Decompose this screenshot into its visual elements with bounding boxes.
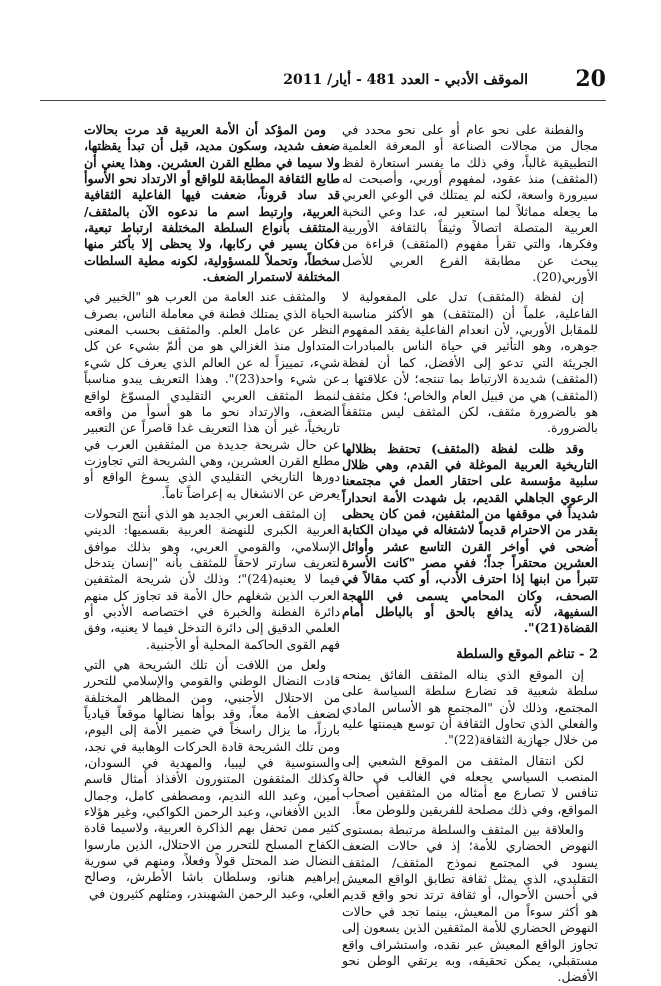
- bold-paragraph: ومن المؤكد أن الأمة العربية قد مرت بحالات ضعف شديد، وسكون مديد، قبل أن تبدأ يقظتها، ولا سيما في مطلع القرن العشرين. وهذا يعني أن طابع الثقافة المطابقة للواقع أو الارتداد نحو الأسوأ قد ساد قروناً، ضعفت فيها الفاعلية الثقافية العربية، وارتبط اسم ما ندعوه الآن بالمثقف/ المتثقف بأنواع السلطة المختلفة ارتباط تبعية، فكان يسير في ركابها، ولا يحظى إلا بأكثر منها سخطاً، وتحملاً للمسؤولية، لكونه مطية السلطات المختلفة لاستمرار الضعف.: [84, 122, 340, 285]
- paragraph: إن الموقع الذي يناله المثقف الفائق يمنحه سلطة شعبية قد تضارع سلطة السياسة على المجتمع، وذلك لأن "المجتمع هو الأساس المادي والفعلي الذي تحاول الثقافة أن توسع هيمنتها عليه من خلال جهازية الثقافة(22)".: [342, 667, 598, 748]
- paragraph: لكن انتقال المثقف من الموقع الشعبي إلى المنصب السياسي يجعله في الغالب في حالة تنافس لا تصارع مع أمثاله من المثقفين أصحاب المواقع، وفي ذلك مصلحة للفريقين وللوطن معاً.: [342, 752, 598, 817]
- page-header: [40, 64, 606, 96]
- section-heading: 2 - تناغم الموقع والسلطة: [456, 646, 598, 662]
- paragraph: إن المثقف العربي الجديد هو الذي أنتج التحولات العربية الكبرى للنهضة العربية بقسميها: الديني الإسلامي، والقومي العربي، وهو بذلك موافق لتعريف سارتر لاحقاً للمثقف بأنه "إنسان يتدخل فيما لا يعنيه(24)"؛ وذلك لأن شريحة المثقفين العرب الذين شغلهم حال الأمة قد تجاوز كل منهم دائرة الفطنة والخبرة في اختصاصه الأدبي أو العلمي الدقيق إلى دائرة التدخل فيما لا يعنيه، وفق فهم القوى الحاكمة المحلية أو الأجنبية.: [84, 505, 340, 652]
- paragraph: إن لفظة (المثقف) تدل على المفعولية لا الفاعلية، علماً أن (المتثقف) هو الأكثر مناسبة للمقابل الأوربي، لأن انعدام الفاعلية يفقد المفهوم جوهره، وهو التأثير في حياة الناس بالمبادرات الجريئة التي تدعو إلى الأفضل، كما أن لفظة (المثقف) شديدة الارتباط بما تنتجه؛ لأن علاقتها بـ (المثقف) هي من قبيل العام والخاص؛ فكل مثقف هو بالضرورة مثقف، لكن المثقف ليس متثقفاً بالضرورة.: [342, 289, 598, 436]
- page-number: 20: [575, 66, 606, 92]
- right-column: [342, 122, 598, 985]
- paragraph: والعلاقة بين المثقف والسلطة مرتبطة بمستوى النهوض الحضاري للأمة؛ إذ في حالات الضعف يسود في المجتمع نموذج المثقف/ المثقف التقليدي، الذي يمثل ثقافة تطابق الواقع المعيش في أحسن الأحوال، أو ثقافة ترتد نحو واقع قديم هو أكثر سوءاً من المعيش، بينما تجد في حالات النهوض الحضاري للأمة المثقفين الذين يسعون إلى تجاوز الواقع المعيش عبر نقده، واستشراف واقع مستقبلي، يمكن تحقيقه، وبه يرتقي الوطن نحو الأفضل.: [342, 822, 598, 985]
- paragraph: والمثقف عند العامة من العرب هو "الخبير في الحياة الذي يمتلك فطنة في معاملة الناس، بصرف النظر عن عامل العلم. والمثقف بحسب المعنى المتداول منذ الغزالي هو من ألمّ بشيء عن كل شيء، تمييزاً له عن العالم الذي يعرف كل شيء عن شيء واحد(23)". وهذا التعريف يبدو مناسباً لنمط المثقف العربي التقليدي المسوّغ لواقع الضعف، والارتداد نحو ما هو أسوأ من واقعه تاريخياً، غير أن هذا التعريف غدا قاصراً عن التعبير عن حال شريحة جديدة من المثقفين العرب في مطلع القرن العشرين، وهي الشريحة التي تجاوزت دورها التاريخي التقليدي الذي يسوغ الواقع أو يعرض عن الانشغال به إعراضاً تاماً.: [84, 289, 340, 501]
- bold-paragraph: وقد ظلت لفظة (المثقف) تحتفظ بظلالها التاريخية العربية الموغلة في القدم، وهي ظلال سلبية مؤسسة على احتقار العمل في مجتمعنا الرعوي الجاهلي القديم، بل شهدت الأمة انحداراً شديداً في موقفها من المثقفين، فمن كان يحظى بقدر من الاحترام قديماً لاشتغاله في ميدان الكتابة أضحى في أواخر القرن التاسع عشر وأوائل العشرين محتقراً جداً؛ ففي مصر "كانت الأسرة تتبرأ من ابنها إذا احترف الأدب، أو كتب مقالاً في الصحف، وكان المحامي يسمى في اللهجة السفيهة، لأنه يدافع بالحق أو بالباطل أمام القضاة(21)".: [342, 440, 598, 636]
- running-head: الموقف الأدبي - العدد 481 - أيار/ 2011: [283, 72, 528, 88]
- left-column: [84, 122, 340, 922]
- paragraph: والفطنة على نحو عام أو على نحو محدد في مجال من مجالات الصناعة أو المعرفة العلمية التطبيقية غالباً، وفي ذلك ما يفسر استعارة لفظ (المثقف) منذ عقود، لمفهوم أوربي، وأصبحت له سيرورة واسعة، لكنه لم يمتلك في الوعي العربي ما يجعله مماثلاً لما استعير له، عدا وعي النخبة العربية المتصلة اتصالاً وثيقاً بالثقافة الأوربية وفكرها، والتي تقرأ مفهوم (المثقف) قراءة من يبحث عن مطابقة الفرع العربي للأصل الأوربي(20).: [342, 122, 598, 285]
- paragraph: ولعل من اللافت أن تلك الشريحة هي التي قادت النضال الوطني والقومي والإسلامي للتحرر من الاحتلال الأجنبي، ومن المظاهر المختلفة لضعف الأمة معاً، وقد بوأها نضالها موقعاً قيادياً بارزاً، ما يزال راسخاً في ضمير الأمة إلى اليوم، ومن تلك الشريحة قادة الحركات الوهابية في نجد، والسنوسية في ليبيا، والمهدية في السودان، وكذلك المثقفون المتنورون الأفذاذ أمثال قاسم أمين، وعبد الله النديم، ومصطفى كامل، وجمال الدين الأفغاني، وعبد الرحمن الكواكبي، وغير هؤلاء كثير ممن تحفل بهم الذاكرة العربية، ولاسيما قادة الكفاح المسلح للتحرر من الاحتلال، الذين مارسوا النضال ضد المحتل قولاً وفعلاً، ومنهم في سورية إبراهيم هنانو، وسلطان باشا الأطرش، وصالح العلي، وعبد الرحمن الشهبندر، ومثلهم كثيرون في: [84, 657, 340, 901]
- header-rule: [40, 100, 606, 101]
